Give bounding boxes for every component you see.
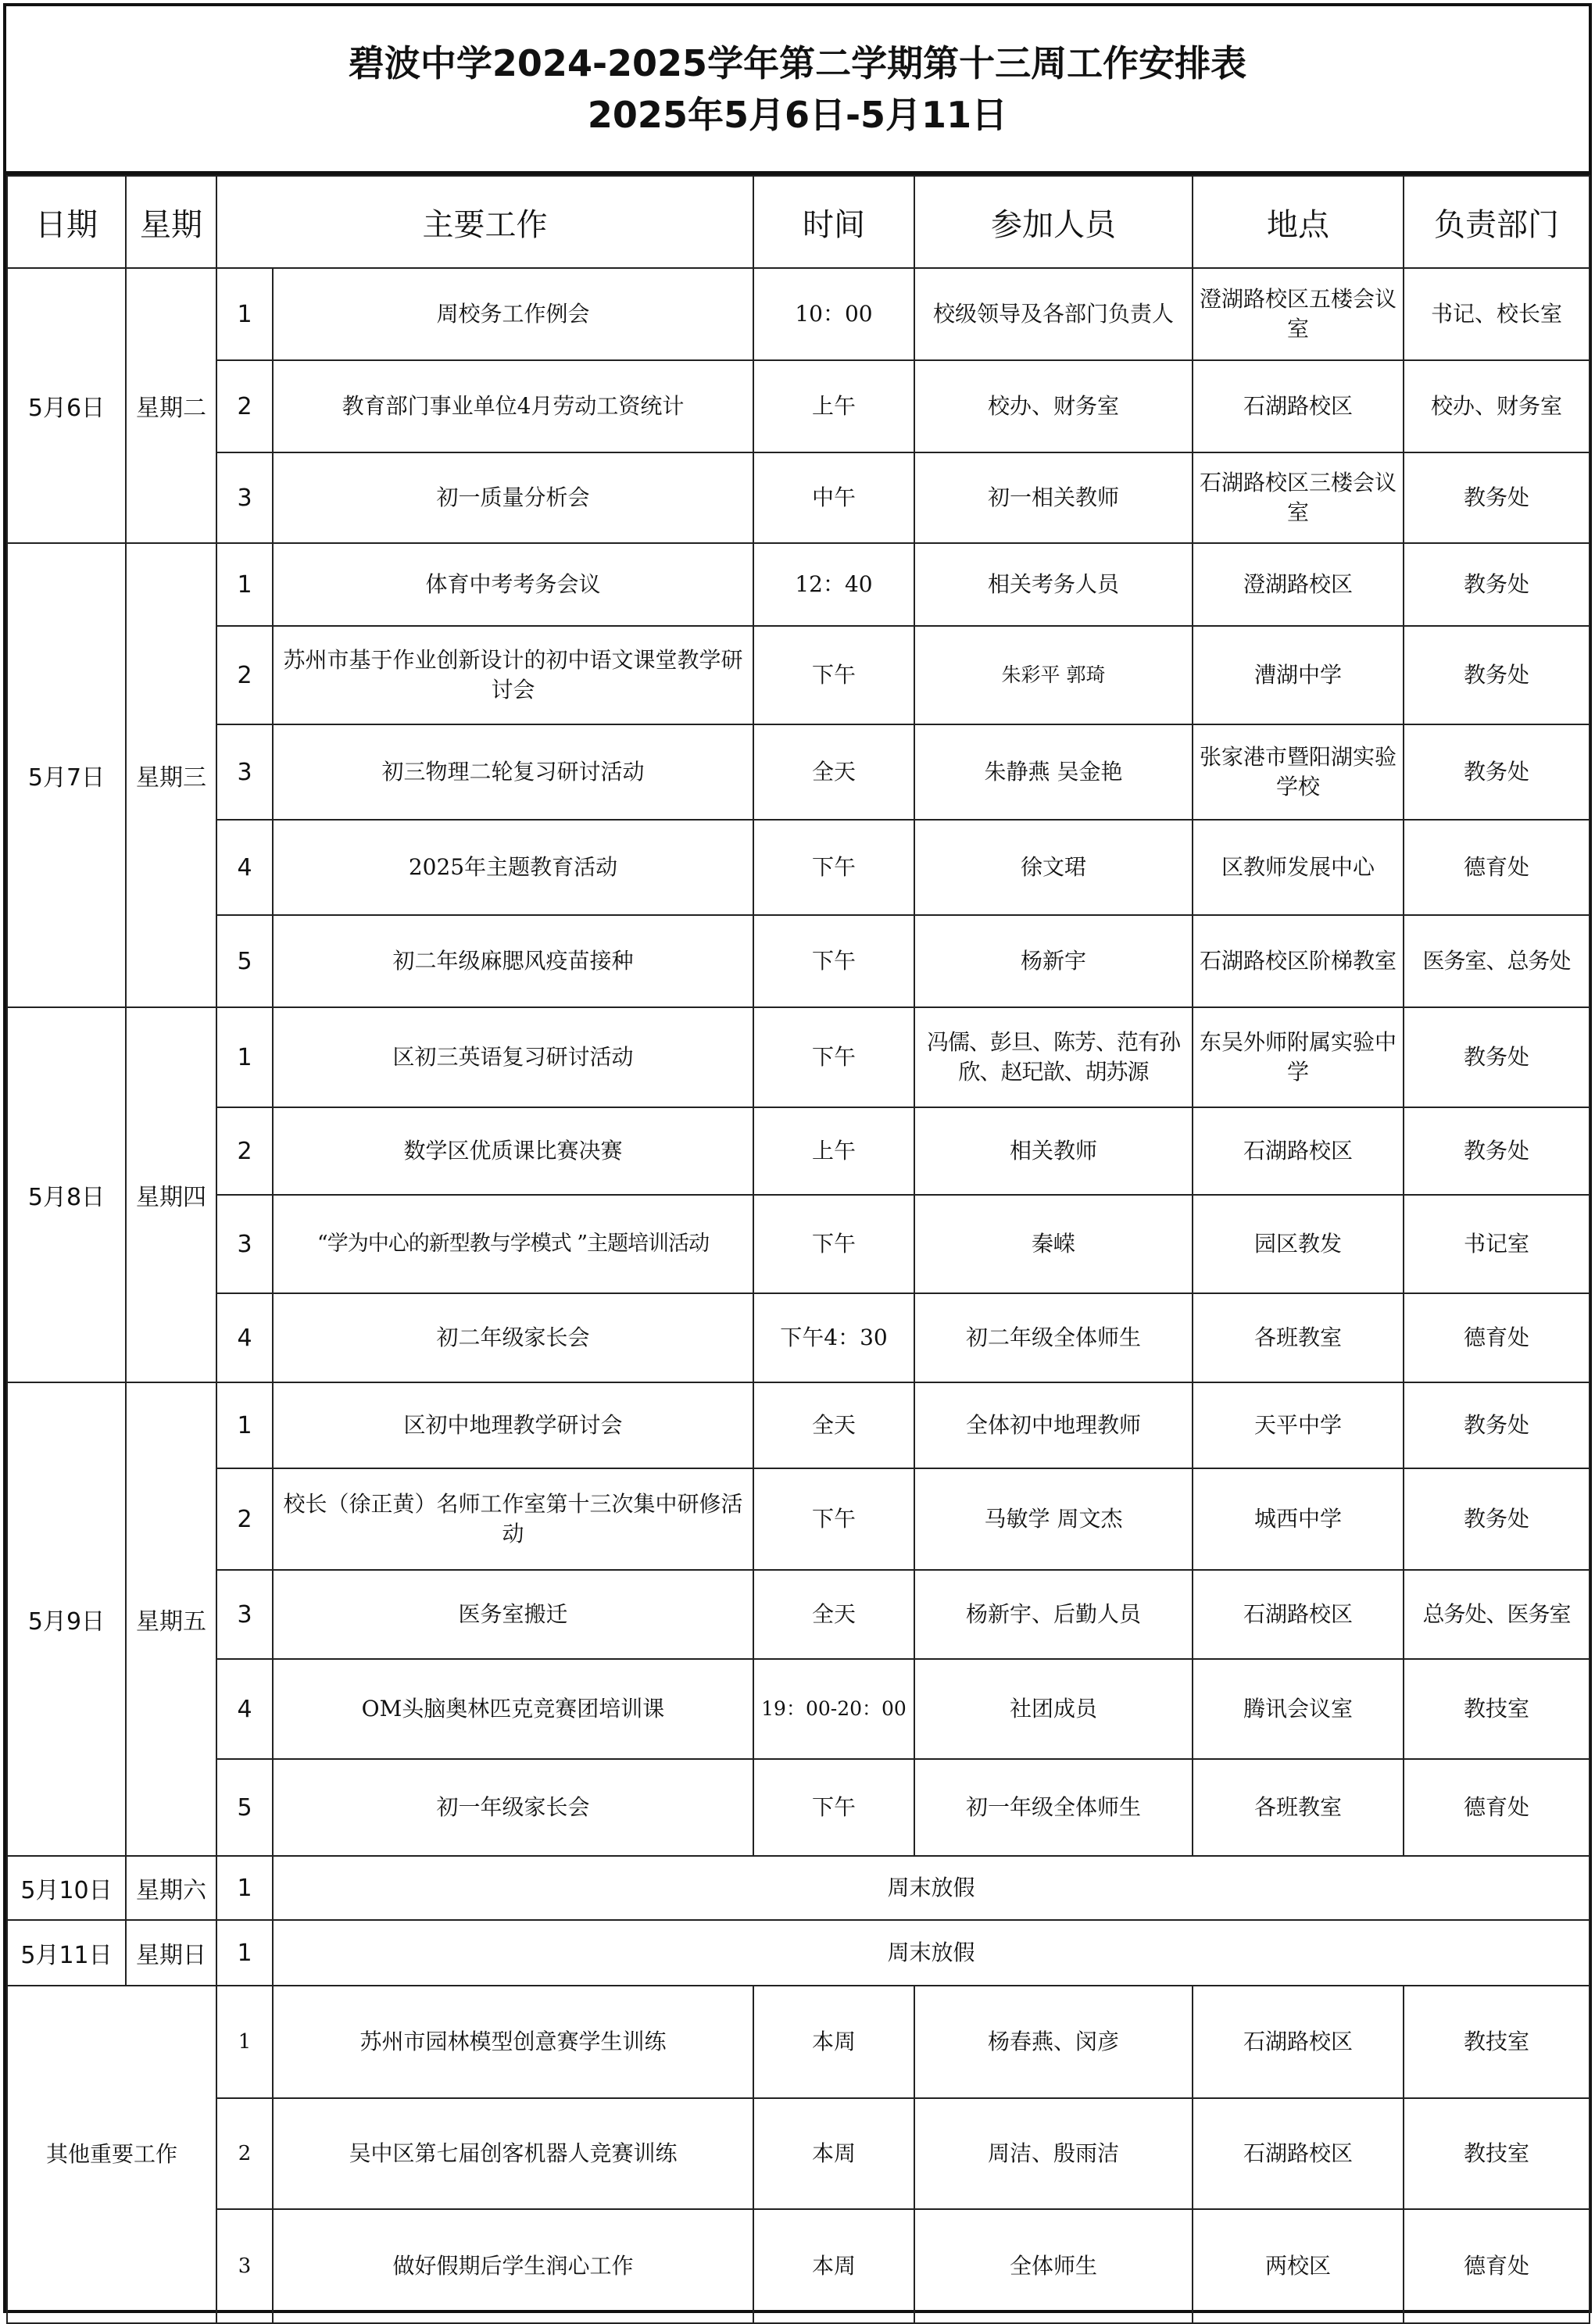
- table-row: [7, 820, 1590, 915]
- item-people: 朱彩平 郭琦: [914, 626, 1193, 724]
- item-work: “学为中心的新型教与学模式 ”主题培训活动: [273, 1195, 753, 1293]
- item-time: 全天: [753, 1570, 914, 1659]
- item-number: 1: [216, 1007, 273, 1107]
- item-work: 教育部门事业单位4月劳动工资统计: [273, 360, 753, 452]
- day-date: 5月11日: [7, 1920, 126, 1986]
- item-people: 周洁、殷雨洁: [914, 2098, 1193, 2209]
- table-row: [7, 1107, 1590, 1195]
- table-row: [7, 915, 1590, 1007]
- item-work: 区初中地理教学研讨会: [273, 1382, 753, 1468]
- item-time: 10：00: [753, 268, 914, 360]
- item-work: 苏州市基于作业创新设计的初中语文课堂教学研讨会: [273, 626, 753, 724]
- item-people: 全体初中地理教师: [914, 1382, 1193, 1468]
- item-people: 全体师生: [914, 2209, 1193, 2323]
- item-time: 全天: [753, 1382, 914, 1468]
- item-people: 校级领导及各部门负责人: [914, 268, 1193, 360]
- item-place: 石湖路校区: [1193, 1107, 1404, 1195]
- title-block: [6, 6, 1589, 175]
- item-number: 5: [216, 915, 273, 1007]
- item-dept: 教务处: [1404, 724, 1590, 820]
- item-number: 1: [216, 1382, 273, 1468]
- item-time: 全天: [753, 724, 914, 820]
- item-dept: 德育处: [1404, 2209, 1590, 2323]
- item-work: 医务室搬迁: [273, 1570, 753, 1659]
- item-place: 石湖路校区: [1193, 1986, 1404, 2098]
- item-dept: 书记、校长室: [1404, 268, 1590, 360]
- item-people: 杨新宇、后勤人员: [914, 1570, 1193, 1659]
- item-people: 相关教师: [914, 1107, 1193, 1195]
- item-dept: 德育处: [1404, 1293, 1590, 1382]
- item-dept: 教技室: [1404, 2098, 1590, 2209]
- item-time: 下午: [753, 915, 914, 1007]
- item-work: 初一质量分析会: [273, 452, 753, 543]
- item-dept: 德育处: [1404, 820, 1590, 915]
- item-place: 张家港市暨阳湖实验学校: [1193, 724, 1404, 820]
- table-row: [7, 1007, 1590, 1107]
- item-number: 1: [216, 1920, 273, 1986]
- day-weekday: 星期二: [126, 268, 216, 543]
- item-dept: 教务处: [1404, 1382, 1590, 1468]
- item-place: 两校区: [1193, 2209, 1404, 2323]
- day-date: 5月7日: [7, 543, 126, 1007]
- item-time: 12：40: [753, 543, 914, 626]
- item-people: 社团成员: [914, 1659, 1193, 1759]
- schedule-frame: [3, 3, 1592, 2313]
- item-time: 本周: [753, 1986, 914, 2098]
- item-dept: 教务处: [1404, 452, 1590, 543]
- item-number: 1: [216, 1856, 273, 1920]
- item-number: 3: [216, 1195, 273, 1293]
- item-time: 本周: [753, 2098, 914, 2209]
- day-date: 5月6日: [7, 268, 126, 543]
- item-time: 上午: [753, 1107, 914, 1195]
- day-weekday: 星期日: [126, 1920, 216, 1986]
- header-row: [7, 176, 1590, 268]
- table-row: [7, 452, 1590, 543]
- item-work: 初一年级家长会: [273, 1759, 753, 1856]
- table-row: [7, 268, 1590, 360]
- item-people: 马敏学 周文杰: [914, 1468, 1193, 1570]
- item-place: 漕湖中学: [1193, 626, 1404, 724]
- item-time: 下午: [753, 820, 914, 915]
- item-work: 做好假期后学生润心工作: [273, 2209, 753, 2323]
- header-date: 日期: [7, 176, 126, 268]
- header-time: 时间: [753, 176, 914, 268]
- day-date: 5月10日: [7, 1856, 126, 1920]
- item-dept: 教技室: [1404, 1986, 1590, 2098]
- item-dept: 书记室: [1404, 1195, 1590, 1293]
- item-place: 园区教发: [1193, 1195, 1404, 1293]
- item-number: 3: [216, 452, 273, 543]
- item-dept: 教务处: [1404, 626, 1590, 724]
- item-number: 4: [216, 820, 273, 915]
- item-time: 上午: [753, 360, 914, 452]
- item-number: 3: [216, 724, 273, 820]
- item-work: 苏州市园林模型创意赛学生训练: [273, 1986, 753, 2098]
- item-work: 数学区优质课比赛决赛: [273, 1107, 753, 1195]
- item-place: 腾讯会议室: [1193, 1659, 1404, 1759]
- table-row: [7, 724, 1590, 820]
- item-dept: 德育处: [1404, 1759, 1590, 1856]
- item-work: 体育中考考务会议: [273, 543, 753, 626]
- header-dept: 负责部门: [1404, 176, 1590, 268]
- item-number: 3: [216, 2209, 273, 2323]
- item-time: 下午: [753, 626, 914, 724]
- item-time: 下午: [753, 1195, 914, 1293]
- table-row: [7, 1986, 1590, 2098]
- item-number: 2: [216, 360, 273, 452]
- table-row: [7, 1659, 1590, 1759]
- item-dept: 教务处: [1404, 1107, 1590, 1195]
- table-row: [7, 1382, 1590, 1468]
- item-people: 杨新宇: [914, 915, 1193, 1007]
- item-number: 2: [216, 2098, 273, 2209]
- schedule-table: [6, 175, 1590, 2324]
- item-place: 各班教室: [1193, 1293, 1404, 1382]
- item-people: 朱静燕 吴金艳: [914, 724, 1193, 820]
- item-people: 秦嵘: [914, 1195, 1193, 1293]
- item-place: 石湖路校区: [1193, 1570, 1404, 1659]
- item-number: 2: [216, 1468, 273, 1570]
- table-row: [7, 2098, 1590, 2209]
- item-dept: 教务处: [1404, 1468, 1590, 1570]
- item-place: 石湖路校区三楼会议室: [1193, 452, 1404, 543]
- item-work: 初二年级麻腮风疫苗接种: [273, 915, 753, 1007]
- item-place: 区教师发展中心: [1193, 820, 1404, 915]
- table-row-weekend: [7, 1920, 1590, 1986]
- item-place: 石湖路校区: [1193, 2098, 1404, 2209]
- item-people: 校办、财务室: [914, 360, 1193, 452]
- day-weekday: 星期五: [126, 1382, 216, 1856]
- table-row: [7, 1293, 1590, 1382]
- day-weekday: 星期四: [126, 1007, 216, 1382]
- item-dept: 总务处、医务室: [1404, 1570, 1590, 1659]
- table-row: [7, 626, 1590, 724]
- item-dept: 教务处: [1404, 543, 1590, 626]
- header-people: 参加人员: [914, 176, 1193, 268]
- item-dept: 校办、财务室: [1404, 360, 1590, 452]
- item-time: 中午: [753, 452, 914, 543]
- item-number: 2: [216, 626, 273, 724]
- item-time: 下午: [753, 1759, 914, 1856]
- item-work: 初三物理二轮复习研讨活动: [273, 724, 753, 820]
- item-number: 5: [216, 1759, 273, 1856]
- item-dept: 教技室: [1404, 1659, 1590, 1759]
- item-people: 初一相关教师: [914, 452, 1193, 543]
- item-people: 初二年级全体师生: [914, 1293, 1193, 1382]
- day-date: 5月9日: [7, 1382, 126, 1856]
- day-weekday: 星期三: [126, 543, 216, 1007]
- item-number: 1: [216, 1986, 273, 2098]
- item-number: 1: [216, 268, 273, 360]
- weekend-note: 周末放假: [273, 1920, 1590, 1986]
- item-place: 东吴外师附属实验中学: [1193, 1007, 1404, 1107]
- item-people: 冯儒、彭旦、陈芳、范有孙欣、赵玘歆、胡苏源: [914, 1007, 1193, 1107]
- item-work: 周校务工作例会: [273, 268, 753, 360]
- item-number: 4: [216, 1293, 273, 1382]
- item-place: 石湖路校区: [1193, 360, 1404, 452]
- item-time: 下午: [753, 1468, 914, 1570]
- item-dept: 教务处: [1404, 1007, 1590, 1107]
- item-place: 天平中学: [1193, 1382, 1404, 1468]
- item-work: 吴中区第七届创客机器人竞赛训练: [273, 2098, 753, 2209]
- item-people: 初一年级全体师生: [914, 1759, 1193, 1856]
- item-number: 2: [216, 1107, 273, 1195]
- item-people: 徐文珺: [914, 820, 1193, 915]
- table-row: [7, 543, 1590, 626]
- table-row: [7, 360, 1590, 452]
- item-number: 3: [216, 1570, 273, 1659]
- item-time: 19：00-20：00: [753, 1659, 914, 1759]
- document-title: 碧波中学2024-2025学年第二学期第十三周工作安排表: [348, 41, 1247, 84]
- item-people: 相关考务人员: [914, 543, 1193, 626]
- item-work: OM头脑奥林匹克竞赛团培训课: [273, 1659, 753, 1759]
- date-range: 2025年5月6日-5月11日: [587, 93, 1008, 136]
- table-row: [7, 1195, 1590, 1293]
- item-work: 初二年级家长会: [273, 1293, 753, 1382]
- item-time: 下午4：30: [753, 1293, 914, 1382]
- weekend-note: 周末放假: [273, 1856, 1590, 1920]
- table-row-weekend: [7, 1856, 1590, 1920]
- item-work: 校长（徐正黄）名师工作室第十三次集中研修活动: [273, 1468, 753, 1570]
- item-time: 本周: [753, 2209, 914, 2323]
- table-row: [7, 2209, 1590, 2323]
- item-dept: 医务室、总务处: [1404, 915, 1590, 1007]
- item-place: 各班教室: [1193, 1759, 1404, 1856]
- item-work: 区初三英语复习研讨活动: [273, 1007, 753, 1107]
- day-date: 5月8日: [7, 1007, 126, 1382]
- other-work-label: 其他重要工作: [7, 1986, 216, 2323]
- header-work: 主要工作: [216, 176, 753, 268]
- table-row: [7, 1759, 1590, 1856]
- item-time: 下午: [753, 1007, 914, 1107]
- item-place: 澄湖路校区: [1193, 543, 1404, 626]
- item-place: 石湖路校区阶梯教室: [1193, 915, 1404, 1007]
- table-row: [7, 1468, 1590, 1570]
- day-weekday: 星期六: [126, 1856, 216, 1920]
- item-work: 2025年主题教育活动: [273, 820, 753, 915]
- item-place: 澄湖路校区五楼会议室: [1193, 268, 1404, 360]
- item-number: 1: [216, 543, 273, 626]
- header-place: 地点: [1193, 176, 1404, 268]
- item-people: 杨春燕、闵彦: [914, 1986, 1193, 2098]
- item-place: 城西中学: [1193, 1468, 1404, 1570]
- header-weekday: 星期: [126, 176, 216, 268]
- item-number: 4: [216, 1659, 273, 1759]
- table-row: [7, 1570, 1590, 1659]
